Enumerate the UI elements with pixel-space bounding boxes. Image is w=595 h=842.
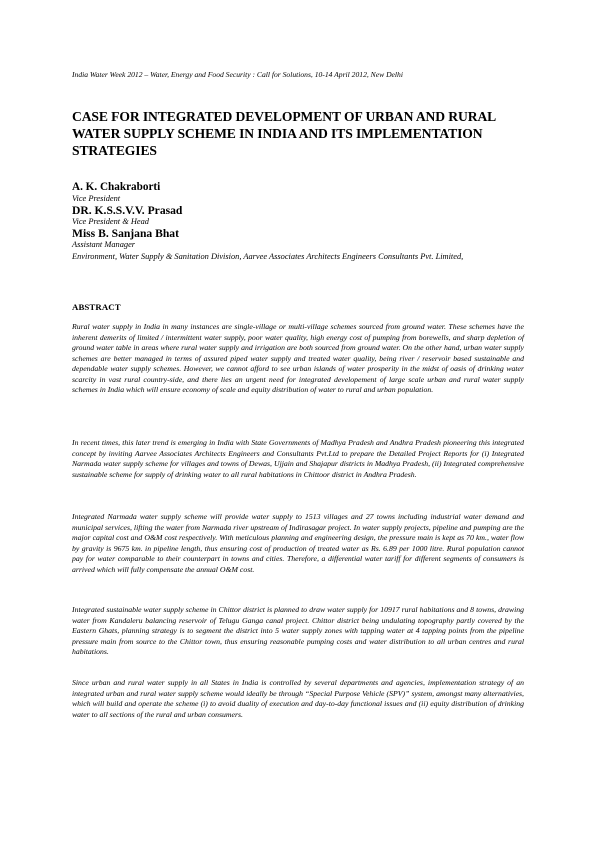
- abstract-paragraph: In recent times, this later trend is emerging in India with State Governments of Madhya Pradesh and Andhra Pradesh pioneering this integrated concept by inviting Aarvee Associates Architects Engineers and Consultants Pvt.Ltd to prepare the Detailed Project Reports for (i) Integrated Narmada water supply scheme for villages and towns of Dewas, Ujjain and Shajapur districts in Madhya Pradesh, (ii) Integrated comprehensive sustainable scheme for supply of drinking water to all rural habitations in Chittoor district in Andhra Pradesh.: [72, 438, 524, 479]
- abstract-heading: ABSTRACT: [72, 302, 121, 312]
- abstract-paragraph: Integrated sustainable water supply scheme in Chittor district is planned to draw water supply for 10917 rural habitations and 8 towns, drawing water from Kandaleru balancing reservoir of Telugu Ganga canal project. Chittor district being undulating topography partly covered by the Eastern Ghats, planning strategy is to segment the district into 5 water supply zones with tapping water at 4 tapping points from the pipeline pressure main from source to the Chittor town, thus ensuring reasonable pumping costs and water distribution to all urban centres and rural habitations.: [72, 605, 524, 656]
- author-role: Vice President & Head: [72, 217, 149, 226]
- author-name: Miss B. Sanjana Bhat: [72, 227, 179, 240]
- author-name: A. K. Chakraborti: [72, 181, 161, 193]
- author-block: [72, 181, 532, 250]
- author-affiliation: Environment, Water Supply & Sanitation Division, Aarvee Associates Architects Engineers Consultants Pvt. Limited,: [72, 252, 464, 261]
- author-role: Vice President: [72, 194, 121, 203]
- author-role: Assistant Manager: [72, 240, 136, 249]
- abstract-paragraph: Integrated Narmada water supply scheme will provide water supply to 1513 villages and 27 towns including industrial water demand and municipal services, lifting the water from Narmada river upstream of Indirasagar project. In water supply projects, pipeline and pumping are the major capital cost and O&M cost respectively. With meticulous planning and engineering design, the pressure main is kept as 70 km., water flow by gravity is 9675 km. in pipeline length, thus ensuring cost of production of treated water as Rs. 6.89 per 1000 litre. Rural population cannot pay for water comparable to their counterpart in towns and cities. Therefore, a differential water tariff for different segments of consumers is arrived which will fully compensate the annual O&M cost.: [72, 512, 524, 574]
- paper-title: CASE FOR INTEGRATED DEVELOPMENT OF URBAN AND RURAL WATER SUPPLY SCHEME IN INDIA AND ITS IMPLEMENTATION STRATEGIES: [72, 109, 496, 158]
- abstract-paragraph: Since urban and rural water supply in all States in India is controlled by several departments and agencies, implementation strategy of an integrated urban and rural water supply scheme would ideally be through “Special Purpose Vehicle (SPV)” system, amongst many alternativies, which will build and operate the scheme (i) to avoid duality of execution and day-to-day functional issues and (ii) equity distribution of drinking water to all sections of the rural and urban consumers.: [72, 678, 524, 719]
- running-header: India Water Week 2012 – Water, Energy and Food Security : Call for Solutions, 10-14 April 2012, New Delhi: [72, 70, 403, 79]
- abstract-paragraph: Rural water supply in India in many instances are single-village or multi-village schemes sourced from ground water. These schemes have the inherent demerits of limited / intermittent water supply, poor water quality, high energy cost of pumping from borewells, and sharp depletion of ground water table in areas where rural water supply and irrigation are both sourced from ground water. On the other hand, urban water supply schemes are better managed in terms of assured piped water supply and treated water quality, being river / reservoir based sustainable and dependable water supply schemes. However, we cannot afford to see urban islands of water prosperity in the midst of oasis of drinking water scarcity in vast rural country-side, and there lies an urgent need for integrated developement of large scale urban and rural water supply schemes in India which will ensure economy of scale and equity distribution of water to rural and urban population.: [72, 322, 524, 394]
- author-name: DR. K.S.S.V.V. Prasad: [72, 204, 183, 217]
